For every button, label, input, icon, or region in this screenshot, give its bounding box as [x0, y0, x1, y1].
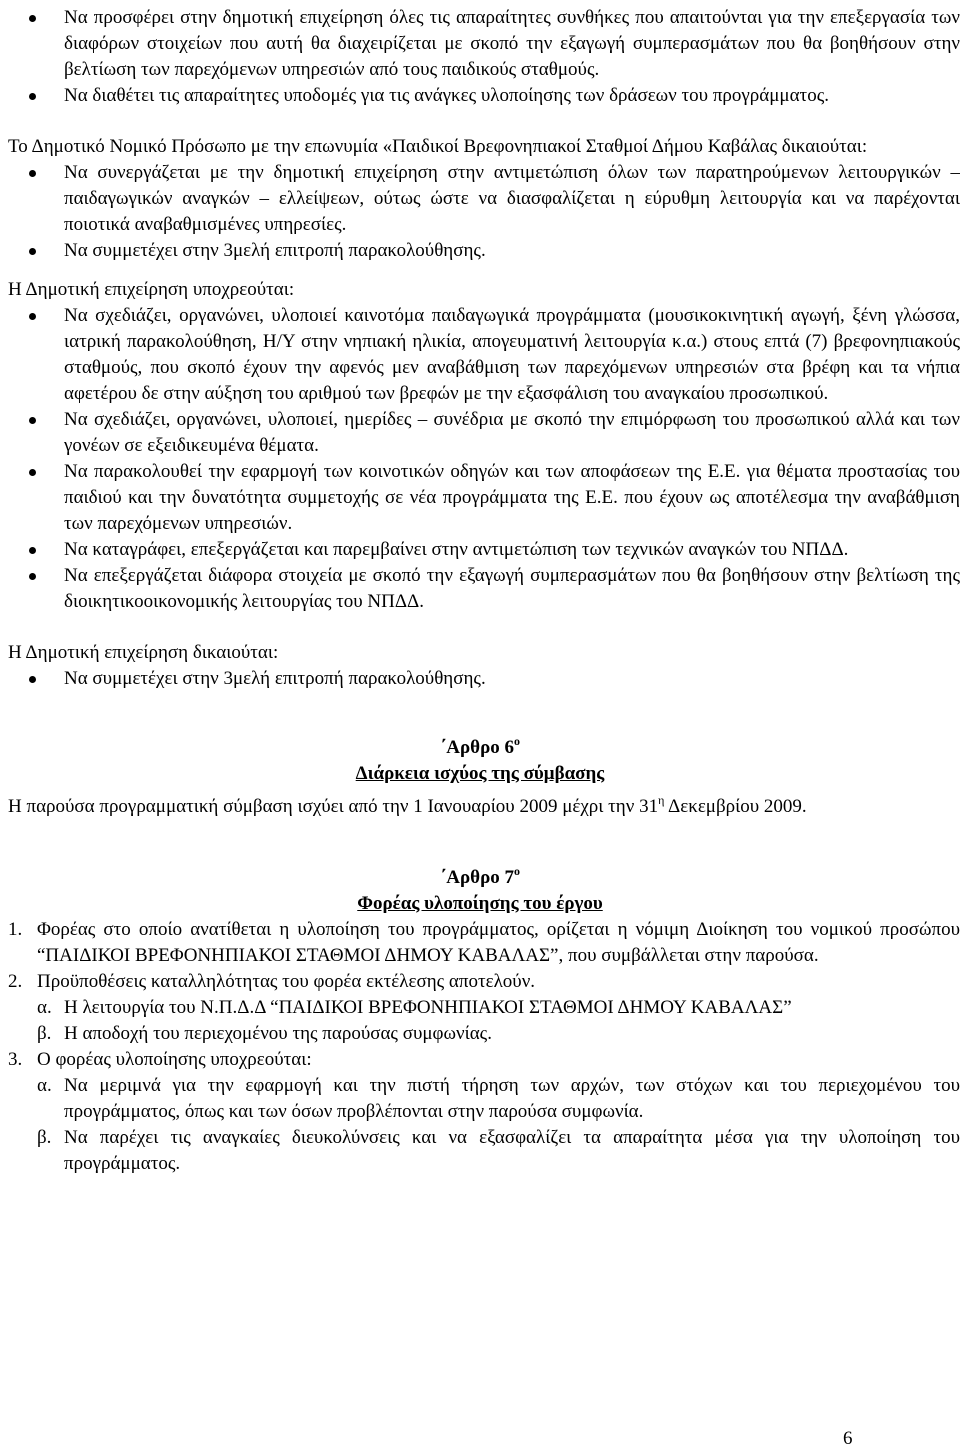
item-text: Ο φορέας υλοποίησης υποχρεούται: [37, 1049, 312, 1070]
list-item: Να συμμετέχει στην 3μελή επιτροπή παρακολούθησης. [0, 666, 960, 692]
de-obliged-intro: Η Δημοτική επιχείρηση υποχρεούται: [8, 279, 295, 300]
article6-body-text-end: Δεκεμβρίου 2009. [664, 796, 807, 817]
article6-subtitle: Διάρκεια ισχύος της σύμβασης [355, 763, 605, 784]
list-item: Να συμμετέχει στην 3μελή επιτροπή παρακολούθησης. [0, 238, 960, 264]
list-item: Να διαθέτει τις απαραίτητες υποδομές για τις ανάγκες υλοποίησης των δράσεων του προγράμματος. [0, 83, 960, 109]
item-text: Φορέας στο οποίο ανατίθεται η υλοποίηση του προγράμματος, ορίζεται η νόμιμη Διοίκηση του νομικού προσώπου “ΠΑΙΔΙΚΟΙ ΒΡΕΦΟΝΗΠΙΑΚΟΙ ΣΤΑΘΜΟΙ ΔΗΜΟΥ ΚΑΒΑΛΑΣ”, που συμβάλλεται στην παρούσα. [37, 919, 960, 966]
numbered-item-1 [0, 917, 960, 969]
sub-item-3a [0, 1073, 960, 1125]
list-item: Να σχεδιάζει, οργανώνει, υλοποιεί καινοτόμα παιδαγωγικά προγράμματα (μουσικοκινητική αγωγή, ξένη γλώσσα, ιατρική παρακολούθηση, Η/Υ στην νηπιακή ηλικία, απογευματινή λειτουργία κ.α.) στους επτά (7) βρεφονηπιακούς σταθμούς, που σκοπό έχουν την αφενός μεν αναβάθμιση των παρεχόμενων υπηρεσιών στα βρέφη και τα νήπια αφετέρου δε στην αύξηση του αριθμού των βρεφών με την εξασφάλιση του αναγκαίου προσωπικού. [0, 303, 960, 407]
top-bullet-list [0, 5, 960, 109]
article7-subtitle: Φορέας υλοποίησης του έργου [357, 893, 603, 914]
item-text: Προϋποθέσεις καταλληλότητας του φορέα εκτέλεσης αποτελούν. [37, 971, 536, 992]
item-number: 1. [8, 919, 23, 940]
sub-item-text: Να παρέχει τις αναγκαίες διευκολύνσεις και να εξασφαλίζει τα απαραίτητα μέσα για την υλοποίηση του προγράμματος. [64, 1127, 960, 1174]
numbered-item-3 [0, 1047, 960, 1073]
sub-item-2a [0, 995, 960, 1021]
sub-item-marker: α. [37, 997, 52, 1018]
npdd-bullet-list [0, 160, 960, 264]
sub-item-marker: β. [37, 1023, 52, 1044]
numbered-item-2 [0, 969, 960, 995]
article7-heading [0, 858, 960, 891]
list-item: Να παρακολουθεί την εφαρμογή των κοινοτικών οδηγών και των αποφάσεων της Ε.Ε. για θέματα προστασίας του παιδιού και την δυνατότητα συμμετοχής σε νέα προγράμματα της Ε.Ε. που έχουν ως αποτέλεσμα την αναβάθμιση των παρεχόμενων υπηρεσιών. [0, 459, 960, 537]
sub-item-marker: α. [37, 1075, 52, 1096]
list-item: Να επεξεργάζεται διάφορα στοιχεία με σκοπό την εξαγωγή συμπερασμάτων που θα βοηθήσουν στην βελτίωση της διοικητικοοικονομικής λειτουργίας του ΝΠΔΔ. [0, 563, 960, 615]
article7-heading-text: ΄Αρθρο 7 [439, 867, 515, 888]
article6-body-sup: η [658, 793, 665, 807]
npdd-intro: Το Δημοτικό Νομικό Πρόσωπο με την επωνυμία «Παιδικοί Βρεφονηπιακοί Σταθμοί Δήμου Καβάλας δικαιούται: [8, 136, 868, 157]
article6-heading-sup: ο [514, 734, 521, 748]
item-number: 2. [8, 971, 23, 992]
sub-item-text: Η λειτουργία του Ν.Π.Δ.Δ “ΠΑΙΔΙΚΟΙ ΒΡΕΦΟΝΗΠΙΑΚΟΙ ΣΤΑΘΜΟΙ ΔΗΜΟΥ ΚΑΒΑΛΑΣ” [64, 997, 792, 1018]
de-obliged-bullet-list [0, 303, 960, 615]
list-item: Να σχεδιάζει, οργανώνει, υλοποιεί, ημερίδες – συνέδρια με σκοπό την επιμόρφωση του προσωπικού αλλά και των γονέων σε εξειδικευμένα θέματα. [0, 407, 960, 459]
sub-item-text: Να μεριμνά για την εφαρμογή και την πιστή τήρηση των αρχών, των στόχων και του περιεχομένου του προγράμματος, όπως και των όσων προβλέπονται στην παρούσα συμφωνία. [64, 1075, 960, 1122]
sub-item-3b [0, 1125, 960, 1177]
sub-item-marker: β. [37, 1127, 52, 1148]
list-item: Να καταγράφει, επεξεργάζεται και παρεμβαίνει στην αντιμετώπιση των τεχνικών αναγκών του ΝΠΔΔ. [0, 537, 960, 563]
list-item: Να συνεργάζεται με την δημοτική επιχείρηση στην αντιμετώπιση όλων των παρατηρούμενων λειτουργικών – παιδαγωγικών αναγκών – ελλείψεων, ούτως ώστε να διασφαλίζεται η εύρυθμη λειτουργία και να παρέχονται ποιοτικά αναβαθμισμένες υπηρεσίες. [0, 160, 960, 238]
item-number: 3. [8, 1049, 23, 1070]
page-number: 6 [843, 1428, 853, 1449]
de-entitled-intro: Η Δημοτική επιχείρηση δικαιούται: [8, 642, 279, 663]
article7-heading-sup: ο [514, 864, 521, 878]
article6-heading [0, 728, 960, 761]
list-item: Να προσφέρει στην δημοτική επιχείρηση όλες τις απαραίτητες συνθήκες που απαιτούνται για την επεξεργασία των διαφόρων στοιχείων που αυτή θα διαχειρίζεται με σκοπό την εξαγωγή συμπερασμάτων που θα βοηθήσουν στην βελτίωση των παρεχόμενων υπηρεσιών από τους παιδικούς σταθμούς. [0, 5, 960, 83]
article6-heading-text: ΄Αρθρο 6 [439, 737, 515, 758]
de-entitled-bullet-list [0, 666, 960, 692]
sub-item-2b [0, 1021, 960, 1047]
sub-item-text: Η αποδοχή του περιεχομένου της παρούσας συμφωνίας. [64, 1023, 492, 1044]
article6-body-text: Η παρούσα προγραμματική σύμβαση ισχύει από την 1 Ιανουαρίου 2009 μέχρι την 31 [8, 796, 659, 817]
article6-body [0, 787, 952, 820]
